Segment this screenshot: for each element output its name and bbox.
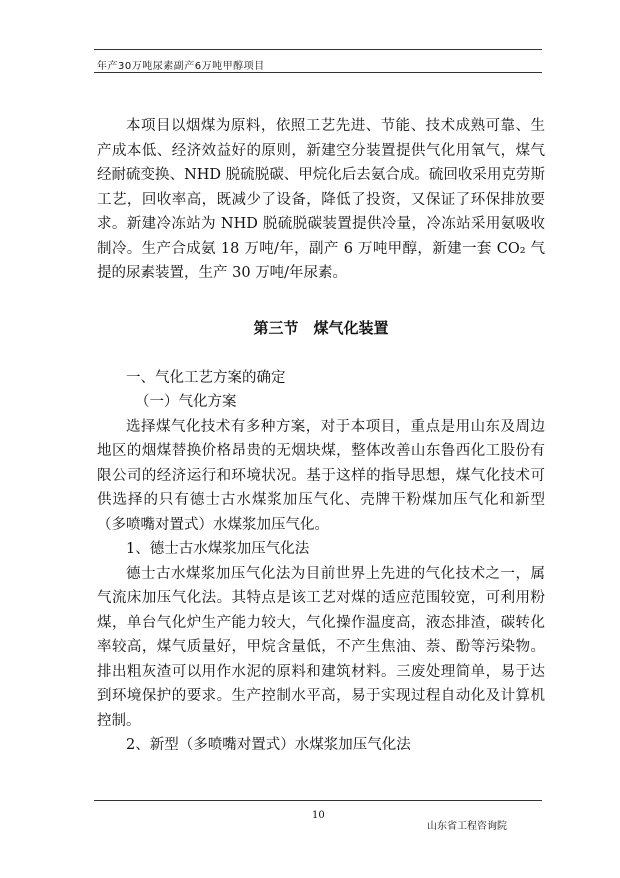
page-number: 10: [312, 810, 325, 821]
heading-gasification-scheme: （一）气化方案: [135, 394, 237, 410]
header-top-rule: [94, 49, 542, 50]
paragraph-texaco-method: 德士古水煤浆加压气化法为目前世界上先进的气化技术之一，属气流床加压气化法。其特点是该工艺对煤的适应范围较宽，可利用粉煤，单台气化炉生产能力较大，气化操作温度高，液态排渣，碳转化率较高，煤气质量好，甲烷含量低，不产生焦油、萘、酚等污染物。排出粗灰渣可以用作水泥的原料和建筑材料。三废处理简单，易于达到环境保护的要求。生产控制水平高，易于实现过程自动化及计算机控制。: [97, 565, 545, 729]
heading-multinozzle-method: 2、新型（多喷嘴对置式）水煤浆加压气化法: [126, 737, 411, 753]
page-body: [97, 114, 545, 758]
footer-organization: 山东省工程咨询院: [427, 821, 507, 832]
footer-rule: [94, 800, 542, 801]
intro-paragraph: 本项目以烟煤为原料，依照工艺先进、节能、技术成熟可靠、生产成本低、经济效益好的原则，新建空分装置提供气化用氧气，煤气经耐硫变换、NHD 脱硫脱碳、甲烷化后去氨合成。硫回收采用克劳斯工艺，回收率高，既减少了设备，降低了投资，又保证了环保排放要求。新建冷冻站为 NHD 脱硫脱碳装置提供冷量，冷冻站采用氨吸收制冷。生产合成氨 18 万吨/年，副产 6 万吨甲醇，新建一套 CO₂ 气提的尿素装置，生产 30 万吨/年尿素。: [97, 118, 545, 281]
running-header: 年产30万吨尿素副产6万吨甲醇项目: [97, 61, 265, 72]
heading-gasification-process: 一、气化工艺方案的确定: [126, 369, 286, 386]
paragraph-scheme-options: 选择煤气化技术有多种方案，对于本项目，重点是用山东及周边地区的烟煤替换价格昂贵的无烟块煤，整体改善山东鲁西化工股份有限公司的经济运行和环境状况。基于这样的指导思想，煤气化技术可供选择的只有德士古水煤浆加压气化、壳牌干粉煤加压气化和新型（多喷嘴对置式）水煤浆加压气化。: [97, 418, 545, 533]
header-bottom-rule: [94, 72, 542, 73]
section-title: 第三节 煤气化装置: [253, 318, 389, 337]
heading-texaco-method: 1、德士古水煤浆加压气化法: [126, 541, 310, 557]
